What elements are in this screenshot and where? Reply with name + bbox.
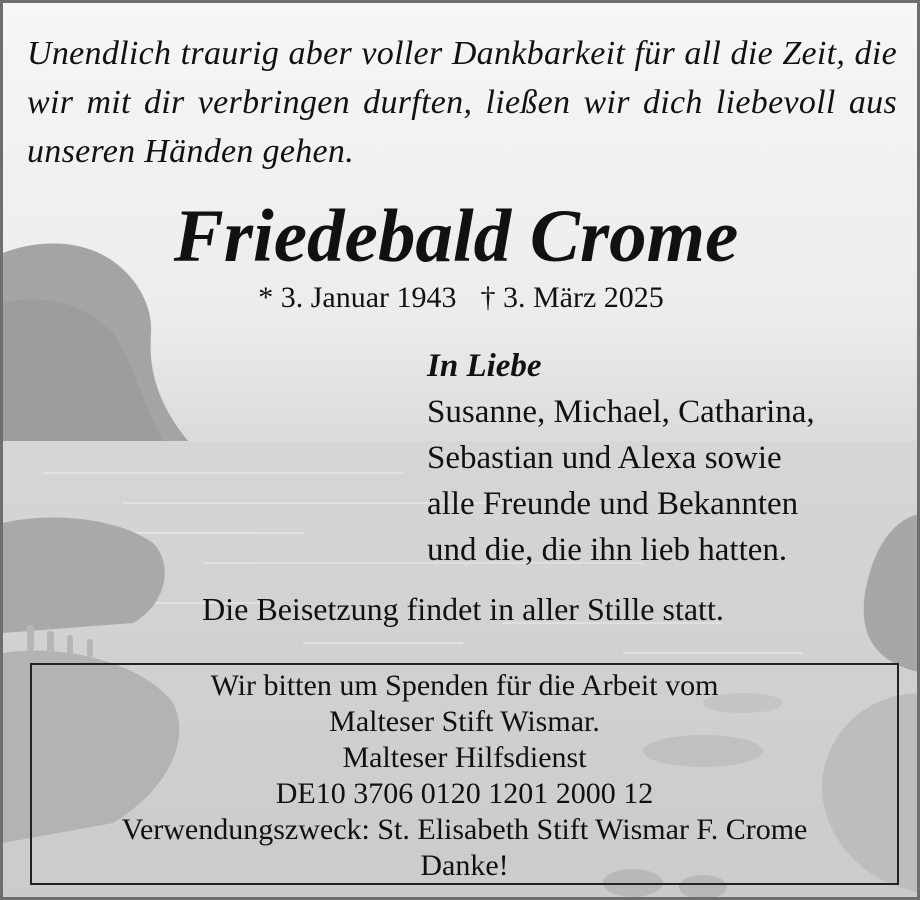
death-date: † 3. März 2025 <box>480 281 664 314</box>
mourners-line: Sebastian und Alexa sowie <box>427 440 782 476</box>
intro-text: Unendlich traurig aber voller Dankbarkeit für all die Zeit, die wir mit dir verbringen durften, ließen wir dich liebevoll aus unseren Händen gehen. <box>27 35 897 170</box>
donation-line: Wir bitten um Spenden für die Arbeit vom <box>210 669 719 702</box>
donation-line: Malteser Hilfsdienst <box>342 741 587 774</box>
life-dates <box>3 278 920 318</box>
donation-thanks: Danke! <box>420 849 509 882</box>
mourners-line: alle Freunde und Bekannten <box>427 486 799 522</box>
birth-date: * 3. Januar 1943 <box>258 281 457 314</box>
mourners-line: und die, die ihn lieb hatten. <box>427 532 788 568</box>
funeral-note: Die Beisetzung findet in aller Stille statt. <box>202 591 724 627</box>
donation-reference: Verwendungszweck: St. Elisabeth Stift Wismar F. Crome <box>121 813 808 846</box>
notice-content <box>3 3 920 900</box>
donation-line: Malteser Stift Wismar. <box>329 705 600 738</box>
donation-iban: DE10 3706 0120 1201 2000 12 <box>275 777 654 810</box>
deceased-name: Friedebald Crome <box>173 195 739 278</box>
mourners-line: Susanne, Michael, Catharina, <box>427 394 815 430</box>
mourners-heading: In Liebe <box>427 348 542 384</box>
donation-box <box>30 663 899 885</box>
mourners-block <box>427 343 815 573</box>
